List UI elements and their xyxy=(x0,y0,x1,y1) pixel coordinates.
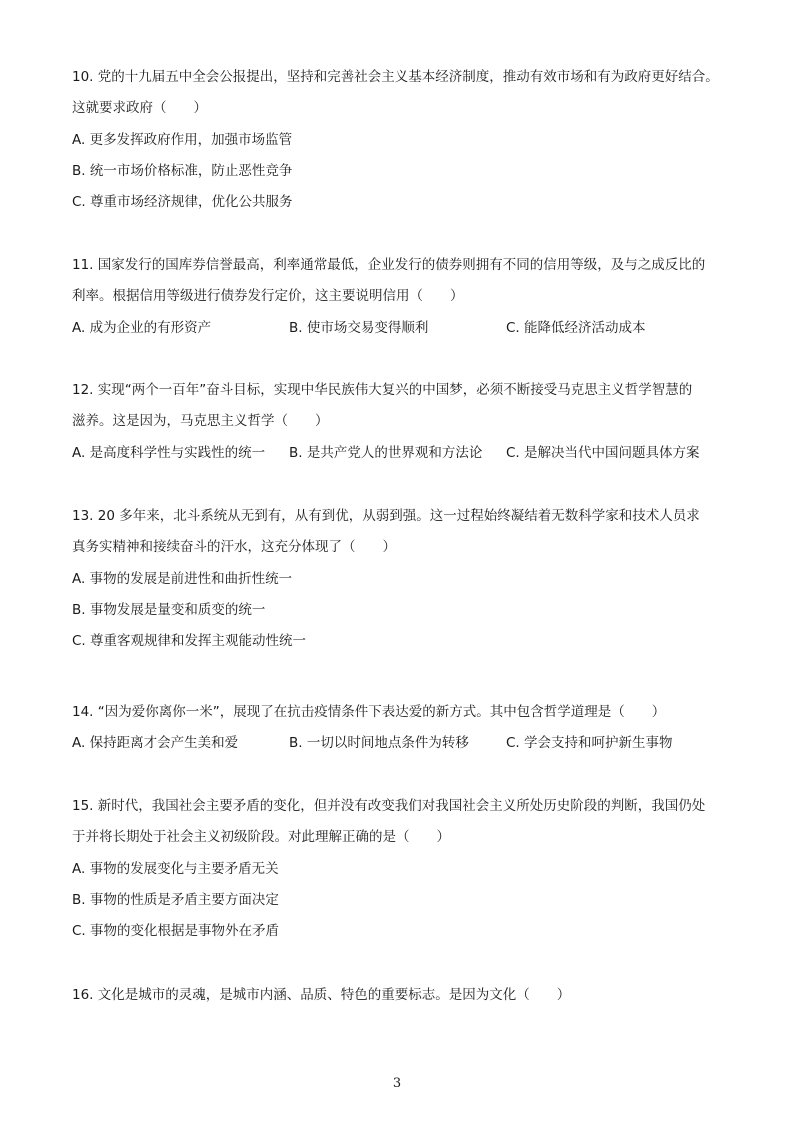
question-14-option-b: B. 一切以时间地点条件为转移 xyxy=(289,735,469,751)
question-12-line-2: 滋养。这是因为，马克思主义哲学（ ） xyxy=(72,413,329,429)
question-11-line-1: 11. 国家发行的国库券信誉最高，利率通常最低，企业发行的债券则拥有不同的信用等级，及与之成反比的 xyxy=(72,257,706,273)
question-11-line-2: 利率。根据信用等级进行债券发行定价，这主要说明信用（ ） xyxy=(72,288,464,304)
question-10-option-c: C. 尊重市场经济规律，优化公共服务 xyxy=(72,194,293,210)
question-13-option-c: C. 尊重客观规律和发挥主观能动性统一 xyxy=(72,633,307,649)
question-14-option-a: A. 保持距离才会产生美和爱 xyxy=(72,735,239,751)
question-11-option-a: A. 成为企业的有形资产 xyxy=(72,320,212,336)
question-11-option-c: C. 能降低经济活动成本 xyxy=(506,320,646,336)
question-10-line-1: 10. 党的十九届五中全会公报提出，坚持和完善社会主义基本经济制度，推动有效市场和有为政府更好结合。 xyxy=(72,69,719,85)
question-10-option-a: A. 更多发挥政府作用，加强市场监管 xyxy=(72,132,293,148)
page-number: 3 xyxy=(392,1076,402,1091)
question-11-option-b: B. 使市场交易变得顺利 xyxy=(289,320,429,336)
question-12-option-a: A. 是高度科学性与实践性的统一 xyxy=(72,445,266,461)
question-12-option-b: B. 是共产党人的世界观和方法论 xyxy=(289,445,483,461)
question-12-option-c: C. 是解决当代中国问题具体方案 xyxy=(506,445,700,461)
question-16-line-1: 16. 文化是城市的灵魂，是城市内涵、品质、特色的重要标志。是因为文化（ ） xyxy=(72,987,571,1003)
question-12-line-1: 12. 实现“两个一百年”奋斗目标，实现中华民族伟大复兴的中国梦，必须不断接受马克思主义哲学智慧的 xyxy=(72,382,693,398)
question-15-option-b: B. 事物的性质是矛盾主要方面决定 xyxy=(72,892,279,908)
question-15-option-c: C. 事物的变化根据是事物外在矛盾 xyxy=(72,923,280,939)
question-13-line-2: 真务实精神和接续奋斗的汗水，这充分体现了（ ） xyxy=(72,539,396,555)
question-13-option-a: A. 事物的发展是前进性和曲折性统一 xyxy=(72,571,293,587)
question-10-option-b: B. 统一市场价格标准，防止恶性竞争 xyxy=(72,163,293,179)
question-13-option-b: B. 事物发展是量变和质变的统一 xyxy=(72,602,266,618)
question-15-option-a: A. 事物的发展变化与主要矛盾无关 xyxy=(72,861,279,877)
question-13-line-1: 13. 20 多年来，北斗系统从无到有，从有到优，从弱到强。这一过程始终凝结着无数科学家和技术人员求 xyxy=(72,508,700,524)
question-14-line-1: 14. “因为爱你离你一米”，展现了在抗击疫情条件下表达爱的新方式。其中包含哲学道理是（ ） xyxy=(72,704,666,720)
question-10-line-2: 这就要求政府（ ） xyxy=(72,100,207,116)
question-14-option-c: C. 学会支持和呵护新生事物 xyxy=(506,735,673,751)
question-15-line-2: 于并将长期处于社会主义初级阶段。对此理解正确的是（ ） xyxy=(72,829,450,845)
question-15-line-1: 15. 新时代，我国社会主要矛盾的变化，但并没有改变我们对我国社会主义所处历史阶段的判断，我国仍处 xyxy=(72,798,706,814)
